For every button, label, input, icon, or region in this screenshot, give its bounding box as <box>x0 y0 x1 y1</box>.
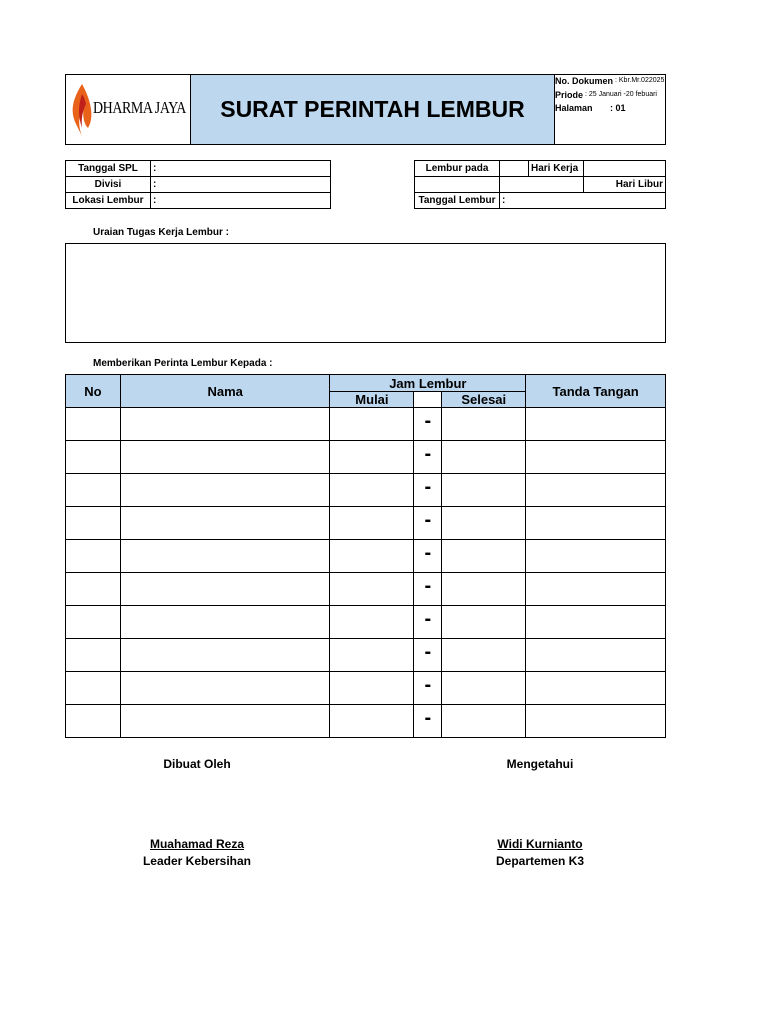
signature-left-heading: Dibuat Oleh <box>163 757 231 771</box>
row-dash: - <box>414 408 442 441</box>
table-row <box>66 606 666 639</box>
row-selesai-cell[interactable] <box>442 441 526 474</box>
row-nama-cell[interactable] <box>120 540 330 573</box>
row-nama-cell[interactable] <box>120 606 330 639</box>
row-no-cell[interactable] <box>66 573 121 606</box>
row-mulai-cell[interactable] <box>330 705 414 738</box>
info-label: Divisi <box>66 177 151 193</box>
table-row <box>66 507 666 540</box>
lembur-pada-label: Lembur pada <box>415 161 500 177</box>
meta-label: Priode <box>555 90 584 100</box>
row-tanda-tangan-cell[interactable] <box>526 540 666 573</box>
row-nama-cell[interactable] <box>120 705 330 738</box>
row-no-cell[interactable] <box>66 606 121 639</box>
col-header-spacer <box>414 392 442 408</box>
table-row <box>66 408 666 441</box>
meta-value: : Kbr.Mr.022025 <box>615 77 665 84</box>
row-no-cell[interactable] <box>66 540 121 573</box>
info-label: Lokasi Lembur <box>66 193 151 209</box>
info-label: Tanggal SPL <box>66 161 151 177</box>
row-no-cell[interactable] <box>66 672 121 705</box>
signature-left-name: Muahamad Reza <box>149 837 245 851</box>
document-meta <box>555 75 665 144</box>
row-nama-cell[interactable] <box>120 441 330 474</box>
logo-text: DHARMA JAYA <box>93 98 186 117</box>
row-mulai-cell[interactable] <box>330 606 414 639</box>
col-header-jam-lembur: Jam Lembur <box>330 375 526 392</box>
row-tanda-tangan-cell[interactable] <box>526 441 666 474</box>
flame-logo-icon <box>70 82 94 138</box>
tanggal-spl-field[interactable] <box>151 161 331 177</box>
info-row-tanggal-spl <box>66 161 331 177</box>
row-selesai-cell[interactable] <box>442 606 526 639</box>
page-title: SURAT PERINTAH LEMBUR <box>191 75 555 144</box>
hari-kerja-label: Hari Kerja <box>529 161 584 177</box>
document-header <box>65 74 666 145</box>
row-mulai-cell[interactable] <box>330 441 414 474</box>
row-selesai-cell[interactable] <box>442 573 526 606</box>
row-selesai-cell[interactable] <box>442 672 526 705</box>
row-no-cell[interactable] <box>66 474 121 507</box>
row-tanda-tangan-cell[interactable] <box>526 606 666 639</box>
table-row <box>66 705 666 738</box>
row-dash: - <box>414 606 442 639</box>
row-mulai-cell[interactable] <box>330 672 414 705</box>
divisi-field[interactable] <box>151 177 331 193</box>
row-dash: - <box>414 507 442 540</box>
uraian-label: Uraian Tugas Kerja Lembur : <box>93 227 229 238</box>
row-mulai-cell[interactable] <box>330 507 414 540</box>
col-header-nama: Nama <box>120 375 330 408</box>
signature-left-role: Leader Kebersihan <box>142 854 252 868</box>
row-dash: - <box>414 672 442 705</box>
row-tanda-tangan-cell[interactable] <box>526 573 666 606</box>
lokasi-lembur-field[interactable] <box>151 193 331 209</box>
row-dash: - <box>414 540 442 573</box>
row-nama-cell[interactable] <box>120 474 330 507</box>
col-header-mulai: Mulai <box>330 392 414 408</box>
row-selesai-cell[interactable] <box>442 507 526 540</box>
row-no-cell[interactable] <box>66 705 121 738</box>
info-row-divisi <box>66 177 331 193</box>
table-row <box>66 573 666 606</box>
table-row <box>66 672 666 705</box>
signature-right-role: Departemen K3 <box>495 854 585 868</box>
row-tanda-tangan-cell[interactable] <box>526 705 666 738</box>
row-mulai-cell[interactable] <box>330 408 414 441</box>
row-dash: - <box>414 705 442 738</box>
table-row <box>66 540 666 573</box>
row-no-cell[interactable] <box>66 507 121 540</box>
empty-cell <box>415 177 500 193</box>
uraian-textarea[interactable] <box>65 243 666 343</box>
row-selesai-cell[interactable] <box>442 408 526 441</box>
hari-libur-checkbox[interactable] <box>500 177 584 193</box>
sep: : <box>153 195 157 206</box>
row-nama-cell[interactable] <box>120 573 330 606</box>
table-row <box>66 639 666 672</box>
tanggal-lembur-field[interactable] <box>500 193 666 209</box>
row-dash: - <box>414 474 442 507</box>
sep: : <box>502 195 506 206</box>
row-selesai-cell[interactable] <box>442 705 526 738</box>
tanggal-lembur-label: Tanggal Lembur <box>415 193 500 209</box>
meta-row-halaman <box>555 103 626 113</box>
meta-label: No. Dokumen <box>555 76 614 86</box>
meta-value: : 25 Januari -20 febuari <box>585 91 657 98</box>
hari-libur-label: Hari Libur <box>584 177 666 193</box>
row-mulai-cell[interactable] <box>330 639 414 672</box>
row-tanda-tangan-cell[interactable] <box>526 474 666 507</box>
meta-row-priode <box>555 90 657 100</box>
info-right-table <box>414 160 666 209</box>
row-selesai-cell[interactable] <box>442 639 526 672</box>
hari-kerja-checkbox[interactable] <box>584 161 666 177</box>
row-dash: - <box>414 573 442 606</box>
signature-right-heading: Mengetahui <box>506 757 574 771</box>
checkbox-cell[interactable] <box>500 161 529 177</box>
row-dash: - <box>414 441 442 474</box>
row-nama-cell[interactable] <box>120 672 330 705</box>
row-tanda-tangan-cell[interactable] <box>526 507 666 540</box>
row-nama-cell[interactable] <box>120 639 330 672</box>
info-row-lokasi-lembur <box>66 193 331 209</box>
meta-value: : 01 <box>610 103 626 113</box>
row-dash: - <box>414 639 442 672</box>
row-tanda-tangan-cell[interactable] <box>526 672 666 705</box>
col-header-tanda-tangan: Tanda Tangan <box>526 375 666 408</box>
info-left-table <box>65 160 331 209</box>
row-selesai-cell[interactable] <box>442 540 526 573</box>
sep: : <box>153 179 157 190</box>
table-row <box>66 474 666 507</box>
lembur-table <box>65 374 666 738</box>
row-no-cell[interactable] <box>66 441 121 474</box>
row-tanda-tangan-cell[interactable] <box>526 408 666 441</box>
row-selesai-cell[interactable] <box>442 474 526 507</box>
perintah-label: Memberikan Perinta Lembur Kepada : <box>93 358 273 369</box>
row-mulai-cell[interactable] <box>330 474 414 507</box>
row-nama-cell[interactable] <box>120 408 330 441</box>
row-no-cell[interactable] <box>66 408 121 441</box>
row-tanda-tangan-cell[interactable] <box>526 639 666 672</box>
row-mulai-cell[interactable] <box>330 540 414 573</box>
signature-right-name: Widi Kurnianto <box>497 837 583 851</box>
logo-cell <box>66 75 191 144</box>
col-header-selesai: Selesai <box>442 392 526 408</box>
row-nama-cell[interactable] <box>120 507 330 540</box>
table-row <box>66 441 666 474</box>
meta-label: Halaman <box>555 103 593 113</box>
row-mulai-cell[interactable] <box>330 573 414 606</box>
meta-row-no-dokumen <box>555 76 665 86</box>
sep: : <box>153 163 157 174</box>
row-no-cell[interactable] <box>66 639 121 672</box>
col-header-no: No <box>66 375 121 408</box>
